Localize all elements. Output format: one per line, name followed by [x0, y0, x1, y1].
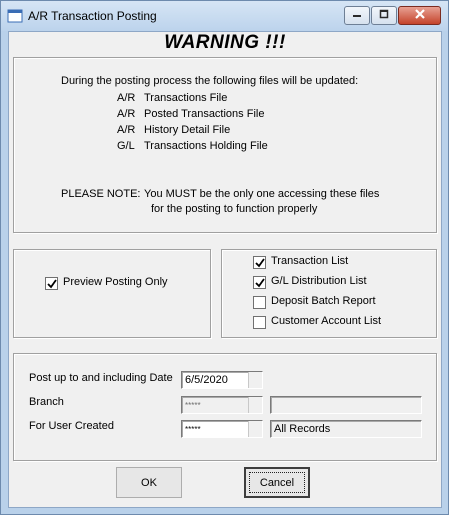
note-label: PLEASE NOTE:: [61, 188, 141, 200]
post-date-value: 6/5/2020: [185, 374, 228, 386]
file-name: Transactions File: [144, 92, 228, 104]
preview-group: [13, 249, 211, 338]
user-description-field: [270, 420, 422, 438]
date-dropdown-button[interactable]: [248, 372, 262, 388]
deposit-batch-report-label[interactable]: Deposit Batch Report: [271, 295, 376, 307]
warning-heading: WARNING !!!: [164, 32, 286, 53]
ok-button[interactable]: [116, 467, 182, 498]
report-options-group: [221, 249, 437, 338]
transaction-list-label[interactable]: Transaction List: [271, 255, 349, 267]
focus-rect: [249, 472, 305, 493]
deposit-batch-report-checkbox[interactable]: [253, 296, 266, 309]
user-label: For User Created: [29, 420, 114, 432]
gl-distribution-list-checkbox[interactable]: [253, 276, 266, 289]
dialog-body: [8, 31, 442, 508]
note-line-1: You MUST be the only one accessing these files: [144, 188, 380, 200]
branch-label: Branch: [29, 396, 64, 408]
app-icon: [7, 8, 23, 24]
close-button[interactable]: [398, 6, 441, 25]
user-lookup-button[interactable]: [248, 421, 262, 437]
file-prefix: A/R: [117, 92, 136, 104]
user-input[interactable]: [181, 420, 263, 438]
branch-input[interactable]: [181, 396, 263, 414]
preview-posting-checkbox[interactable]: [45, 277, 58, 290]
branch-description-field: [270, 396, 422, 414]
ok-button-label: OK: [141, 476, 157, 489]
maximize-icon: [379, 9, 389, 22]
transaction-list-checkbox[interactable]: [253, 256, 266, 269]
user-value: *****: [185, 425, 201, 434]
file-prefix: A/R: [117, 124, 136, 136]
customer-account-list-label[interactable]: Customer Account List: [271, 315, 382, 327]
window-title: A/R Transaction Posting: [28, 9, 157, 23]
checkmark-icon: [255, 258, 265, 268]
post-date-input[interactable]: [181, 371, 263, 389]
branch-lookup-button[interactable]: [248, 397, 262, 413]
user-description: All Records: [274, 423, 331, 435]
preview-posting-label[interactable]: Preview Posting Only: [63, 276, 168, 288]
date-label: Post up to and including Date: [29, 372, 173, 384]
cancel-button-label: Cancel: [259, 476, 295, 489]
cancel-button[interactable]: [244, 467, 310, 498]
info-intro: During the posting process the following files will be updated:: [61, 75, 359, 87]
note-line-2: for the posting to function properly: [151, 203, 318, 215]
file-name: Transactions Holding File: [144, 140, 268, 152]
title-bar[interactable]: [1, 1, 448, 31]
info-group: [13, 57, 437, 233]
checkmark-icon: [255, 278, 265, 288]
minimize-button[interactable]: [344, 6, 370, 25]
criteria-group: [13, 353, 437, 461]
file-prefix: G/L: [117, 140, 135, 152]
file-prefix: A/R: [117, 108, 136, 120]
minimize-icon: [352, 9, 362, 22]
maximize-button[interactable]: [371, 6, 397, 25]
file-name: Posted Transactions File: [144, 108, 265, 120]
checkmark-icon: [47, 279, 57, 289]
gl-distribution-list-label[interactable]: G/L Distribution List: [271, 275, 367, 287]
file-name: History Detail File: [144, 124, 231, 136]
branch-value: *****: [185, 401, 201, 410]
close-icon: [414, 8, 426, 23]
customer-account-list-checkbox[interactable]: [253, 316, 266, 329]
